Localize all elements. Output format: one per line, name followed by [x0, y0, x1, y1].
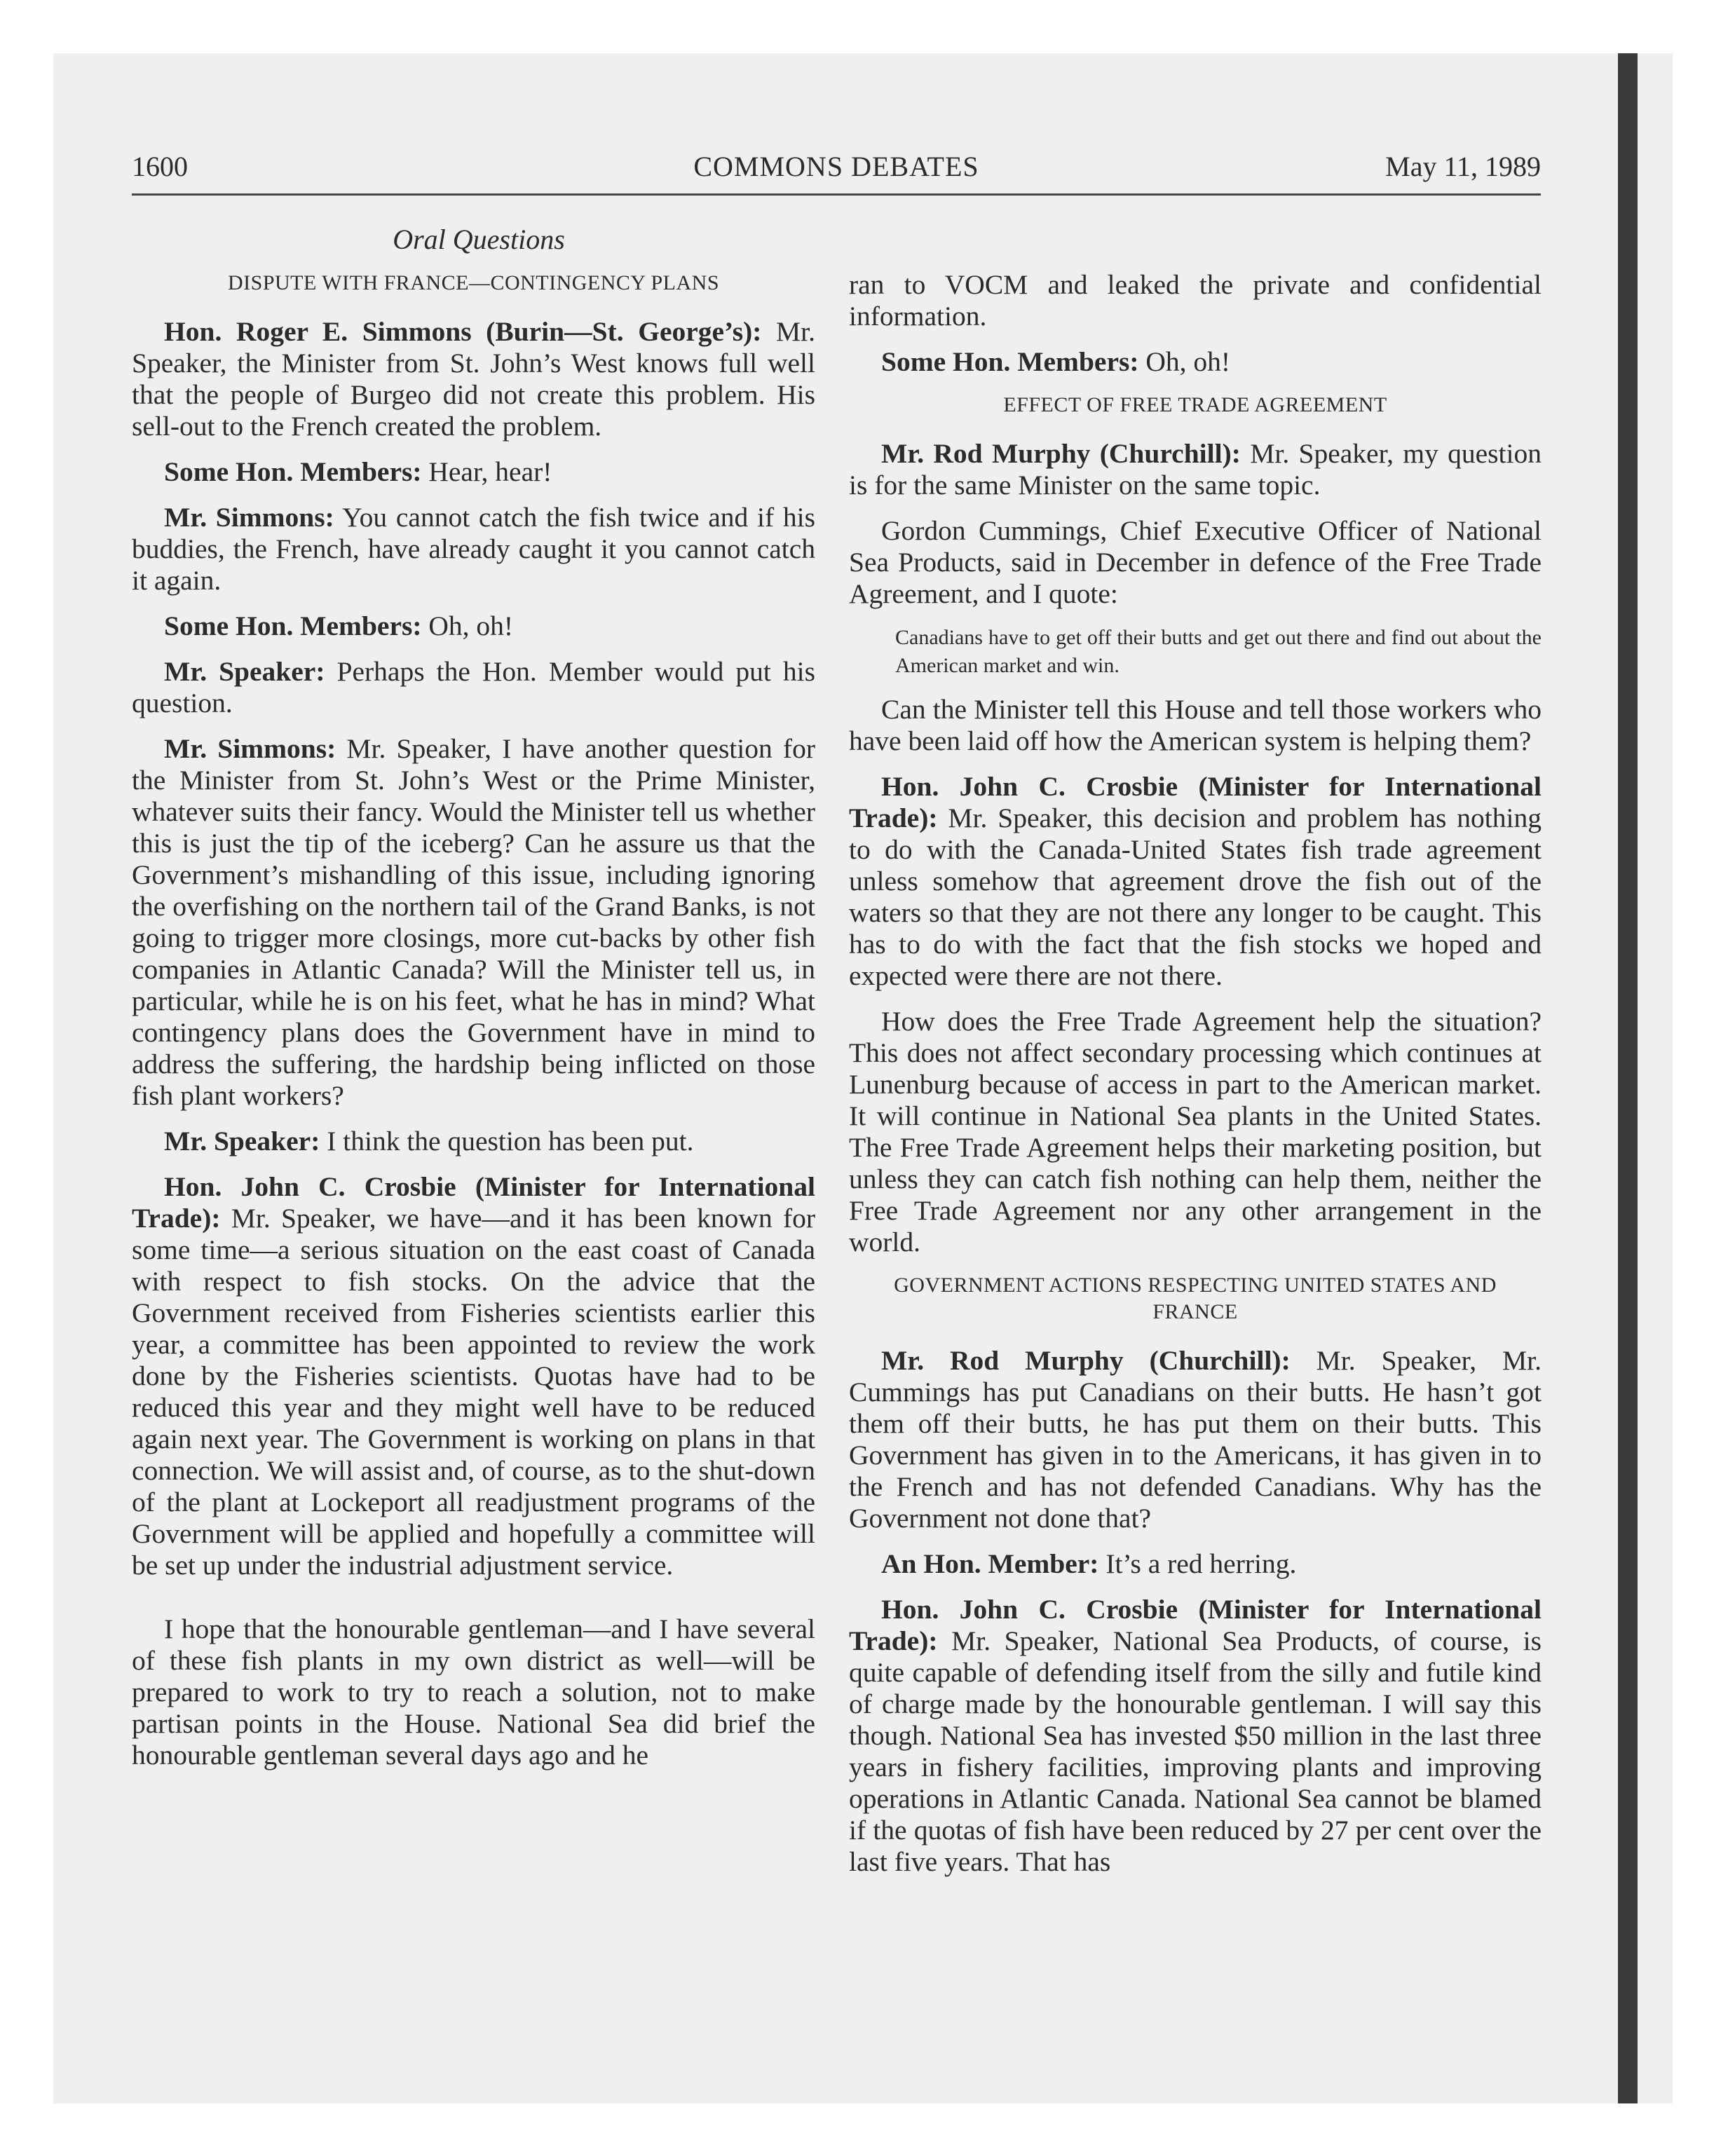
speech-text: Mr. Speaker, I have another question for the Minister from St. John’s West or the Prime Minister, whatever suits their fancy. Would the Minister tell us whether this is just the tip of the iceberg? Can he assure us that the Government’s mishandling of this issue, including ignoring the overfishing on the northern tail of the Grand Banks, is not going to trigger more closings, more cut-backs by other fish companies in Atlantic Canada? Will the Minister tell us, in particular, while he is on his feet, what he has in mind? What contingency plans does the Government have in mind to address the suffering, the hardship being inflicted on those fish plant workers?	[132, 733, 815, 1111]
speech-text: Mr. Speaker, my question is for the same Minister on the same topic.	[849, 438, 1542, 500]
speaker-name: Mr. Rod Murphy (Churchill):	[881, 1345, 1291, 1376]
speech-paragraph	[132, 1171, 815, 1581]
speech-paragraph	[849, 1548, 1542, 1580]
speaker-name: Mr. Speaker:	[164, 656, 325, 687]
speech-text: Oh, oh!	[421, 610, 514, 641]
speaker-name: Mr. Speaker:	[164, 1126, 320, 1157]
speech-paragraph	[132, 502, 815, 596]
speech-text: Hear, hear!	[421, 456, 552, 487]
speech-paragraph	[132, 733, 815, 1112]
speech-paragraph	[132, 316, 815, 442]
block-quote: Canadians have to get off their butts and get out there and find out about the American market and win.	[895, 626, 1542, 677]
speech-text: Mr. Speaker, Mr. Cummings has put Canadians on their butts. He hasn’t got them off their butts, he has put them on their butts. This Government has given in to the Americans, it has given in to the French and has not defended Canadians. Why has the Government not done that?	[849, 1345, 1542, 1534]
speaker-name: Some Hon. Members:	[164, 456, 422, 487]
speech-paragraph	[849, 346, 1542, 378]
speaker-name: Mr. Rod Murphy (Churchill):	[881, 438, 1241, 469]
publication-title: COMMONS DEBATES	[693, 151, 979, 182]
page-number: 1600	[132, 151, 188, 182]
speech-paragraph	[132, 610, 815, 642]
speaker-name: Some Hon. Members:	[881, 346, 1139, 377]
publication-date: May 11, 1989	[1385, 151, 1541, 182]
speech-paragraph: How does the Free Trade Agreement help the situation? This does not affect secondary processing which continues at Lunenburg because of access in part to the American market. It will continue in National Sea plants in the United States. The Free Trade Agreement helps their marketing position, but unless they can catch fish nothing can help them, neither the Free Trade Agreement nor any other arrangement in the world.	[849, 1006, 1542, 1257]
speech-text: I think the question has been put.	[320, 1126, 694, 1157]
speech-paragraph	[849, 771, 1542, 992]
speaker-name: Some Hon. Members:	[164, 610, 422, 641]
speaker-name: Hon. Roger E. Simmons (Burin—St. George’s):	[164, 316, 762, 347]
left-column	[132, 270, 815, 1785]
speech-paragraph	[132, 656, 815, 719]
scan-edge-shadow	[1618, 53, 1638, 2103]
section-heading: Oral Questions	[393, 224, 565, 255]
subheading: DISPUTE WITH FRANCE—CONTINGENCY PLANS	[227, 271, 719, 294]
speaker-name: Hon. John C. Crosbie (Minister for International Trade):	[849, 771, 1542, 833]
speech-text: You cannot catch the fish twice and if his buddies, the French, have already caught it you cannot catch it again.	[132, 502, 816, 596]
speech-text: It’s a red herring.	[1098, 1548, 1297, 1579]
speech-text: I hope that the honourable gentleman—and I have several of these fish plants in my own district as well—will be prepared to work to try to reach a solution, not to make partisan points in the House. National Sea did brief the honourable gentleman several days ago and he	[132, 1613, 815, 1770]
speaker-name: Hon. John C. Crosbie (Minister for International Trade):	[132, 1171, 815, 1234]
speaker-name: An Hon. Member:	[881, 1548, 1099, 1579]
speech-text: Mr. Speaker, the Minister from St. John’s West knows full well that the people of Burgeo did not create this problem. His sell-out to the French created the problem.	[132, 316, 815, 442]
speech-text: Oh, oh!	[1138, 346, 1231, 377]
speech-paragraph: Gordon Cummings, Chief Executive Officer of National Sea Products, said in December in defence of the Free Trade Agreement, and I quote:	[849, 515, 1542, 609]
speech-text: Mr. Speaker, this decision and problem has nothing to do with the Canada-United States fish trade agreement unless somehow that agreement drove the fish out of the waters so that they are not there any longer to be caught. This has to do with the fact that the fish stocks we hoped and expected were there are not there.	[849, 803, 1542, 991]
speech-paragraph	[132, 1613, 815, 1771]
right-column	[849, 269, 1542, 1892]
speech-text: Mr. Speaker, we have—and it has been known for some time—a serious situation on the east coast of Canada with respect to fish stocks. On the advice that the Government received from Fisheries scientists earlier this year, a committee has been appointed to review the work done by the Fisheries scientists. Quotas have had to be reduced this year and they might well have to be reduced again next year. The Government is working on plans in that connection. We will assist and, of course, as to the shut-down of the plant at Lockeport all readjustment programs of the Government will be applied and hopefully a committee will be set up under the industrial adjustment service.	[132, 1203, 815, 1581]
continued-paragraph: ran to VOCM and leaked the private and confidential information.	[849, 269, 1542, 332]
subheading: EFFECT OF FREE TRADE AGREEMENT	[1003, 393, 1387, 416]
speech-paragraph	[849, 438, 1542, 501]
speech-paragraph	[132, 1126, 815, 1157]
speech-paragraph	[132, 456, 815, 488]
speech-text: Perhaps the Hon. Member would put his question.	[132, 656, 815, 718]
speech-paragraph	[849, 1345, 1542, 1534]
speech-paragraph: Can the Minister tell this House and tell those workers who have been laid off how the American system is helping them?	[849, 694, 1542, 756]
speaker-name: Mr. Simmons:	[164, 502, 334, 533]
speech-paragraph	[849, 1594, 1542, 1878]
speaker-name: Mr. Simmons:	[164, 733, 336, 764]
running-header	[132, 150, 1541, 196]
subheading: GOVERNMENT ACTIONS RESPECTING UNITED STATES AND FRANCE	[894, 1274, 1497, 1323]
speaker-name: Hon. John C. Crosbie (Minister for International Trade):	[849, 1594, 1542, 1656]
speech-text: Mr. Speaker, National Sea Products, of course, is quite capable of defending itself from the silly and futile kind of charge made by the honourable gentleman. I will say this though. National Sea has invested $50 million in the last three years in fishery facilities, improving plants and improving operations in Atlantic Canada. National Sea cannot be blamed if the quotas of fish have been reduced by 27 per cent over the last five years. That has	[849, 1625, 1542, 1877]
